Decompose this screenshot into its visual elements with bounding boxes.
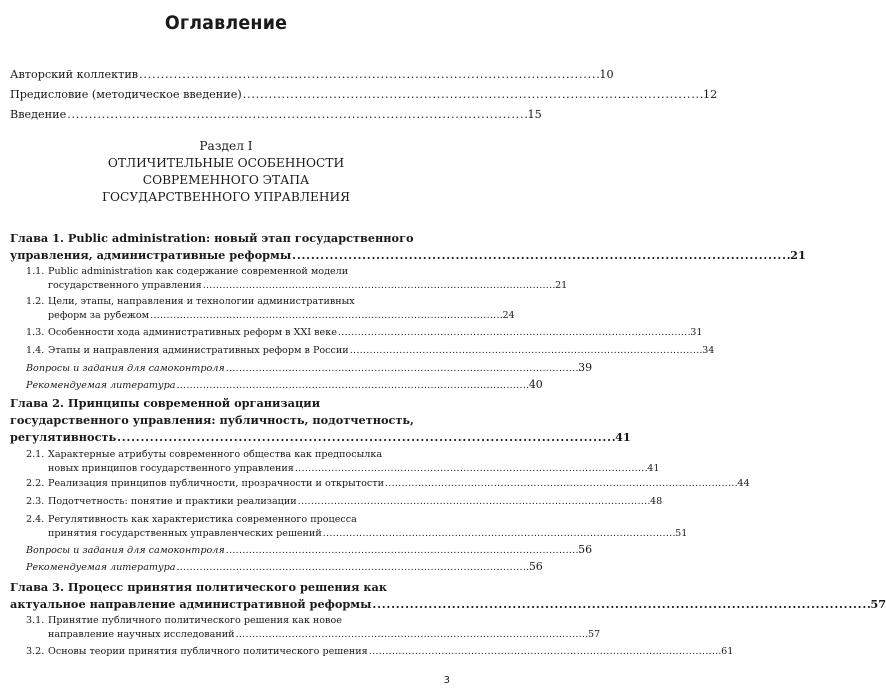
toc-subentry-1-4[interactable]: 1.4. Этапы и направления административных реформ в России . . . 34 <box>26 344 442 358</box>
toc-subentry-2-1[interactable]: 2.1. Характерные атрибуты современного общества как предпосылка новых принципов государственного управления . . . 41 <box>26 448 442 476</box>
dot-leader <box>292 247 789 264</box>
section-label: Раздел I <box>199 139 253 153</box>
toc-subentry-2-2[interactable]: 2.2. Реализация принципов публичности, прозрачности и открытости . . . 44 <box>26 477 442 491</box>
toc-subentry-1-1[interactable]: 1.1. Public administration как содержание современной модели государственного управления . . . 21 <box>26 265 442 293</box>
toc-subentry-1-3[interactable]: 1.3. Особенности хода административных реформ в XXI веке . . . 31 <box>26 326 442 340</box>
toc-subentry-2-3[interactable]: 2.3. Подотчетность: понятие и практики реализации . . . 48 <box>26 495 442 509</box>
toc-entry-introduction[interactable]: Введение . . . 15 <box>10 108 442 126</box>
dot-leader <box>372 596 869 613</box>
toc-literature-ch2[interactable]: Рекомендуемая литература . . . 56 <box>26 560 442 573</box>
dot-leader <box>117 429 614 446</box>
section-heading[interactable] <box>10 138 442 206</box>
dot-leader <box>243 88 702 101</box>
toc-subentry-1-2[interactable]: 1.2. Цели, этапы, направления и технологии административных реформ за рубежом . . . 24 <box>26 295 442 323</box>
chapter-3-heading[interactable]: Глава 3. Процесс принятия политического решения как актуальное направление административной реформы . . . 57 <box>10 579 442 613</box>
chapter-2-heading[interactable]: Глава 2. Принципы современной организации государственного управления: публичность, подотчетность, регулятивность . . . 41 <box>10 395 442 446</box>
toc-subentry-2-4[interactable]: 2.4. Регулятивность как характеристика современного процесса принятия государственных управленческих решений . . . 51 <box>26 513 442 541</box>
toc-literature-ch1[interactable]: Рекомендуемая литература . . . 40 <box>26 378 442 391</box>
page-number: 3 <box>443 675 450 686</box>
section-title-line: ГОСУДАРСТВЕННОГО УПРАВЛЕНИЯ <box>101 190 350 204</box>
toc-page <box>10 0 886 692</box>
toc-questions-ch1[interactable]: Вопросы и задания для самоконтроля . . . 39 <box>26 361 442 374</box>
dot-leader <box>67 108 526 121</box>
toc-entry-authors[interactable]: Авторский коллектив . . . 10 <box>10 68 442 86</box>
dot-leader <box>139 68 598 81</box>
chapter-1-heading[interactable]: Глава 1. Public administration: новый этап государственного управления, административные реформы . . . 21 <box>10 230 442 264</box>
toc-title: Оглавление <box>164 12 288 34</box>
section-title-line: СОВРЕМЕННОГО ЭТАПА <box>142 173 310 187</box>
toc-subentry-3-2[interactable]: 3.2. Основы теории принятия публичного политического решения . . . 61 <box>26 645 442 659</box>
toc-entry-preface[interactable]: Предисловие (методическое введение) . . . 12 <box>10 88 442 106</box>
section-title-line: ОТЛИЧИТЕЛЬНЫЕ ОСОБЕННОСТИ <box>107 156 345 170</box>
toc-subentry-3-1[interactable]: 3.1. Принятие публичного политического решения как новое направление научных исследований . . . 57 <box>26 614 442 642</box>
toc-questions-ch2[interactable]: Вопросы и задания для самоконтроля . . . 56 <box>26 543 442 556</box>
